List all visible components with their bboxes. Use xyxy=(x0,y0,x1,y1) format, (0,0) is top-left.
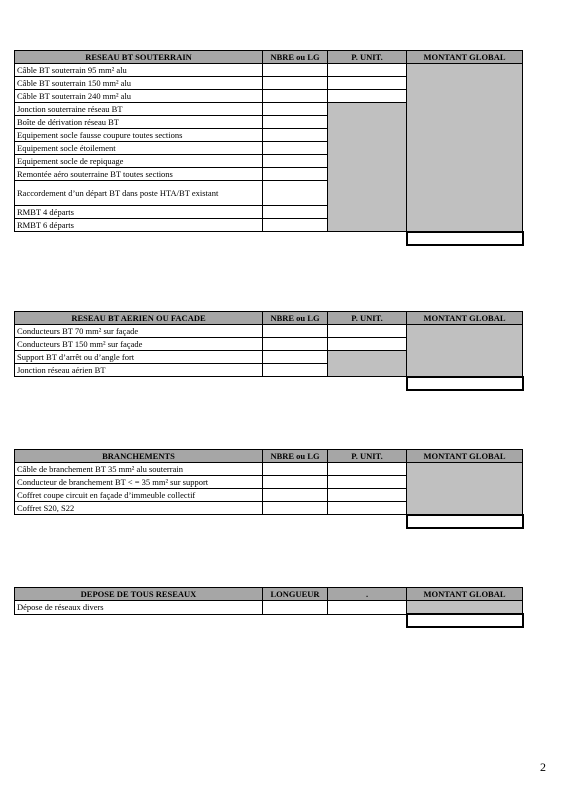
total-shaded-cell xyxy=(407,601,523,615)
unit-price-cell[interactable] xyxy=(328,64,407,77)
unit-price-cell[interactable] xyxy=(328,325,407,338)
table-row xyxy=(15,325,523,338)
row-label: RMBT 4 départs xyxy=(15,206,263,219)
unit-price-cell[interactable] xyxy=(328,338,407,351)
row-label: Raccordement d’un départ BT dans poste HTA/BT existant xyxy=(15,181,263,206)
table-header-row xyxy=(15,450,523,463)
row-label: Equipement socle étoilement xyxy=(15,142,263,155)
header-total: MONTANT GLOBAL xyxy=(407,312,523,325)
row-label: Equipement socle fausse coupure toutes sections xyxy=(15,129,263,142)
quantity-cell[interactable] xyxy=(263,90,328,103)
header-quantity: NBRE ou LG xyxy=(263,312,328,325)
header-designation: DEPOSE DE TOUS RESEAUX xyxy=(15,588,263,601)
header-designation: BRANCHEMENTS xyxy=(15,450,263,463)
header-unit-price: P. UNIT. xyxy=(328,312,407,325)
row-label: Coffret coupe circuit en façade d’immeuble collectif xyxy=(15,489,263,502)
table-row xyxy=(15,64,523,77)
header-quantity: NBRE ou LG xyxy=(263,450,328,463)
total-shaded-cell xyxy=(407,64,523,232)
header-quantity: NBRE ou LG xyxy=(263,51,328,64)
quantity-cell[interactable] xyxy=(263,64,328,77)
header-total: MONTANT GLOBAL xyxy=(407,450,523,463)
length-cell[interactable] xyxy=(263,601,328,615)
header-unit-price: P. UNIT. xyxy=(328,51,407,64)
quantity-cell[interactable] xyxy=(263,351,328,364)
unit-price-shaded-cell xyxy=(328,351,407,377)
row-label: Dépose de réseaux divers xyxy=(15,601,263,615)
table-header-row xyxy=(15,51,523,64)
quantity-cell[interactable] xyxy=(263,77,328,90)
quantity-cell[interactable] xyxy=(263,364,328,377)
total-row xyxy=(15,515,523,528)
grand-total-cell[interactable] xyxy=(407,614,523,627)
unit-price-cell[interactable] xyxy=(328,601,407,615)
unit-price-cell[interactable] xyxy=(328,476,407,489)
row-label: Câble BT souterrain 150 mm² alu xyxy=(15,77,263,90)
header-unit-price: P. UNIT. xyxy=(328,450,407,463)
table-reseau-bt-souterrain xyxy=(14,50,524,246)
quantity-cell[interactable] xyxy=(263,476,328,489)
unit-price-cell[interactable] xyxy=(328,502,407,515)
grand-total-cell[interactable] xyxy=(407,515,523,528)
row-label: Câble BT souterrain 240 mm² alu xyxy=(15,90,263,103)
table-header-row xyxy=(15,312,523,325)
quantity-cell[interactable] xyxy=(263,325,328,338)
row-label: Conducteurs BT 150 mm² sur façade xyxy=(15,338,263,351)
row-label: Câble BT souterrain 95 mm² alu xyxy=(15,64,263,77)
table-header-row xyxy=(15,588,523,601)
table-depose-reseaux xyxy=(14,587,524,628)
grand-total-cell[interactable] xyxy=(407,377,523,390)
header-total: MONTANT GLOBAL xyxy=(407,51,523,64)
total-shaded-cell xyxy=(407,325,523,377)
total-shaded-cell xyxy=(407,463,523,515)
header-designation: RESEAU BT AERIEN OU FACADE xyxy=(15,312,263,325)
page-number: 2 xyxy=(540,760,546,774)
quantity-cell[interactable] xyxy=(263,489,328,502)
quantity-cell[interactable] xyxy=(263,502,328,515)
table-row xyxy=(15,601,523,615)
quantity-cell[interactable] xyxy=(263,103,328,116)
table-reseau-bt-aerien xyxy=(14,311,524,391)
quantity-cell[interactable] xyxy=(263,181,328,206)
quantity-cell[interactable] xyxy=(263,219,328,232)
header-designation: RESEAU BT SOUTERRAIN xyxy=(15,51,263,64)
quantity-cell[interactable] xyxy=(263,142,328,155)
row-label: Conducteurs BT 70 mm² sur façade xyxy=(15,325,263,338)
row-label: Boîte de dérivation réseau BT xyxy=(15,116,263,129)
header-dot: . xyxy=(328,588,407,601)
unit-price-cell[interactable] xyxy=(328,90,407,103)
unit-price-cell[interactable] xyxy=(328,77,407,90)
row-label: Jonction souterraine réseau BT xyxy=(15,103,263,116)
row-label: Câble de branchement BT 35 mm² alu souterrain xyxy=(15,463,263,476)
quantity-cell[interactable] xyxy=(263,168,328,181)
quantity-cell[interactable] xyxy=(263,116,328,129)
row-label: Support BT d’arrêt ou d’angle fort xyxy=(15,351,263,364)
row-label: RMBT 6 départs xyxy=(15,219,263,232)
unit-price-shaded-cell xyxy=(328,103,407,232)
quantity-cell[interactable] xyxy=(263,129,328,142)
quantity-cell[interactable] xyxy=(263,338,328,351)
grand-total-cell[interactable] xyxy=(407,232,523,245)
table-row xyxy=(15,463,523,476)
unit-price-cell[interactable] xyxy=(328,463,407,476)
header-length: LONGUEUR xyxy=(263,588,328,601)
row-label: Remontée aéro souterraine BT toutes sections xyxy=(15,168,263,181)
row-label: Conducteur de branchement BT < = 35 mm² sur support xyxy=(15,476,263,489)
quantity-cell[interactable] xyxy=(263,206,328,219)
total-row xyxy=(15,232,523,245)
quantity-cell[interactable] xyxy=(263,463,328,476)
row-label: Coffret S20, S22 xyxy=(15,502,263,515)
row-label: Equipement socle de repiquage xyxy=(15,155,263,168)
row-label: Jonction réseau aérien BT xyxy=(15,364,263,377)
table-branchements xyxy=(14,449,524,529)
quantity-cell[interactable] xyxy=(263,155,328,168)
total-row xyxy=(15,614,523,627)
total-row xyxy=(15,377,523,390)
header-total: MONTANT GLOBAL xyxy=(407,588,523,601)
unit-price-cell[interactable] xyxy=(328,489,407,502)
